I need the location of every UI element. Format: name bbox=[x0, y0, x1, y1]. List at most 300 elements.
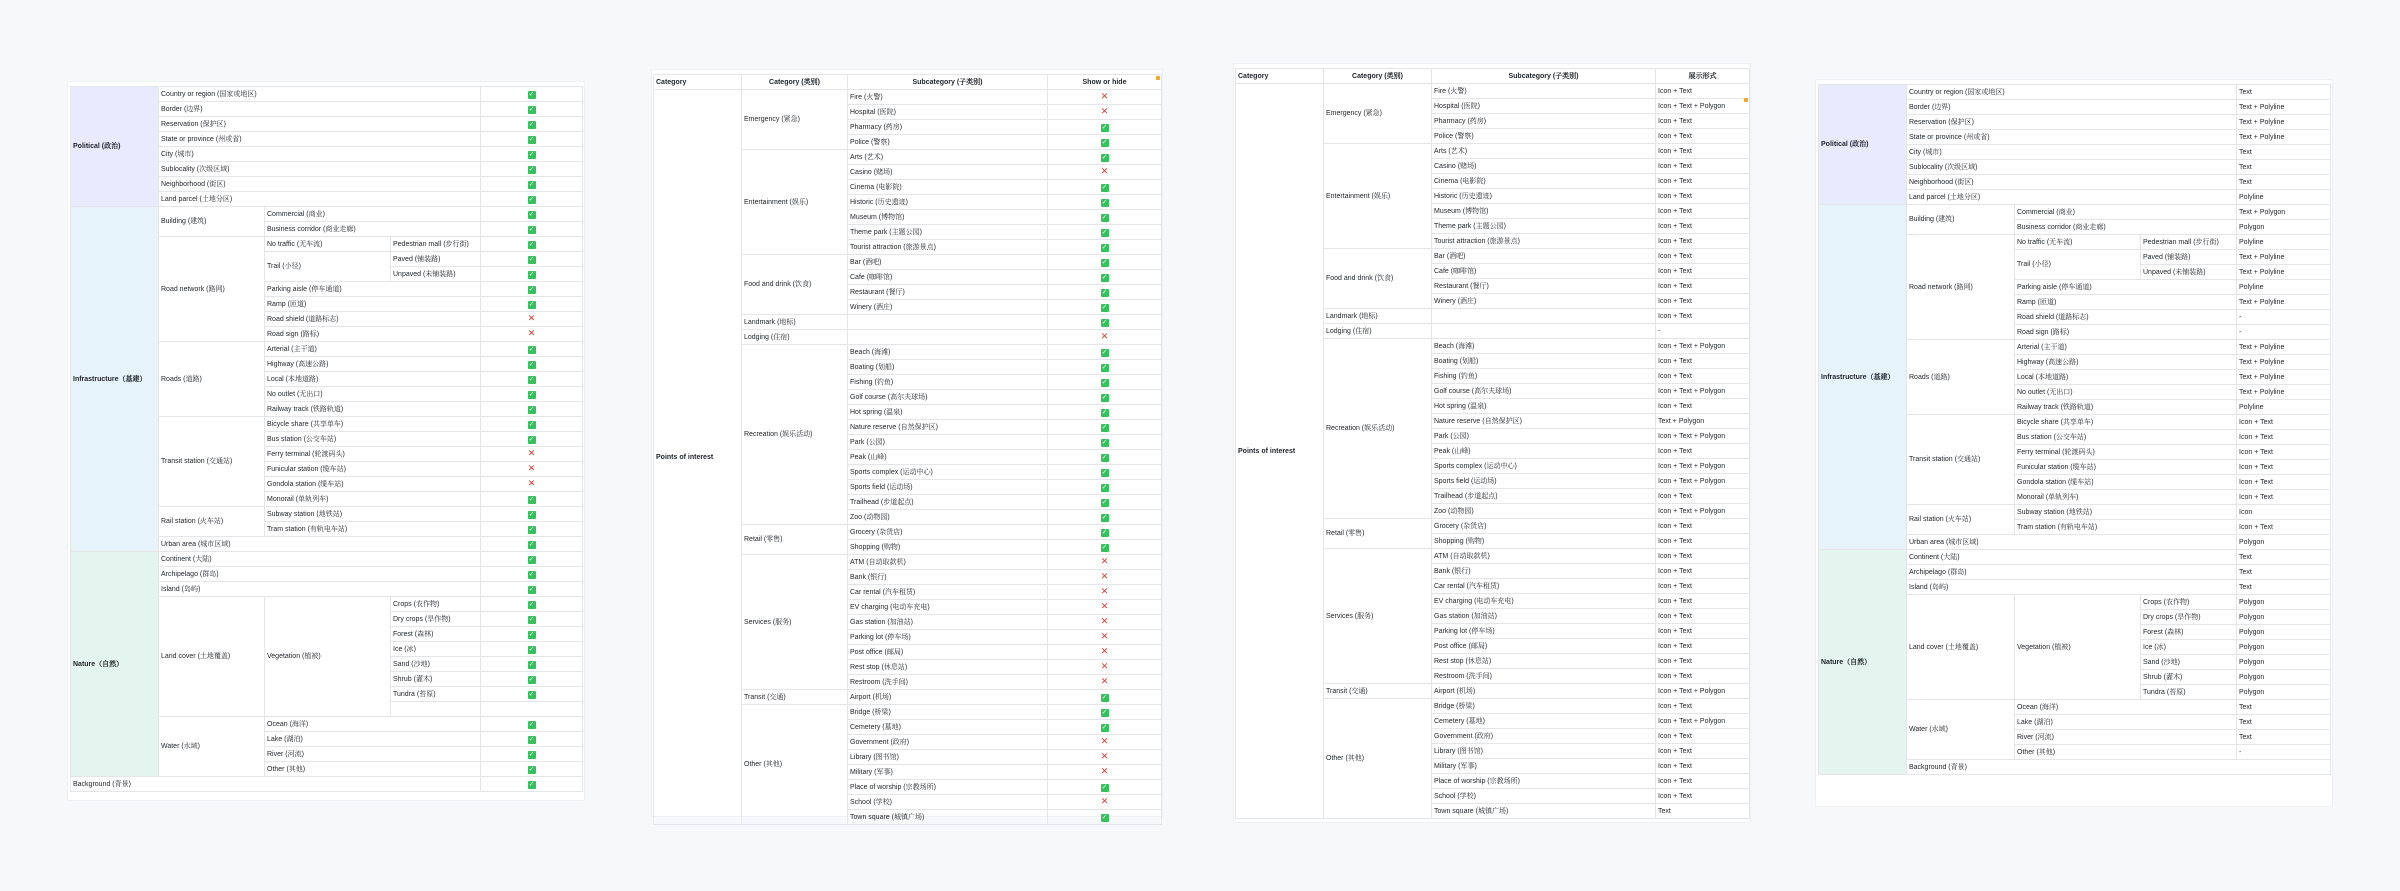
check-mark-icon: ✓ bbox=[528, 210, 535, 218]
check-mark-icon: ✓ bbox=[528, 780, 535, 788]
group-cell bbox=[1324, 339, 1432, 519]
check-mark-icon: ✓ bbox=[528, 645, 535, 653]
cell-text: Unpaved (未铺装路) bbox=[393, 270, 456, 278]
cell-text: Text bbox=[2239, 733, 2252, 741]
group-cell bbox=[1324, 519, 1432, 549]
check-mark-icon: ✓ bbox=[528, 270, 535, 278]
table-cell bbox=[391, 702, 481, 717]
table-cell bbox=[71, 777, 481, 792]
table-cell bbox=[2015, 235, 2141, 250]
table-cell bbox=[71, 552, 159, 777]
subcategory-cell bbox=[1432, 324, 1656, 339]
value-cell bbox=[1656, 384, 1750, 399]
value-cell bbox=[1656, 189, 1750, 204]
check-mark-icon: ✓ bbox=[528, 585, 535, 593]
cell-text: Road network (路网) bbox=[161, 285, 225, 293]
subcategory-cell bbox=[1432, 249, 1656, 264]
table-cell bbox=[159, 507, 265, 537]
check-mark-icon: ✓ bbox=[528, 225, 535, 233]
table-cell bbox=[2015, 460, 2237, 475]
value-cell bbox=[1656, 804, 1750, 819]
cell-text: Casino (赌场) bbox=[1434, 162, 1477, 170]
cell-text: Neighborhood (街区) bbox=[161, 180, 226, 188]
value-cell bbox=[1048, 195, 1162, 210]
cell-text: No outlet (无出口) bbox=[2017, 388, 2073, 396]
value-cell bbox=[1048, 540, 1162, 555]
cell-text: Icon + Text bbox=[1658, 657, 1692, 665]
cell-text: Icon + Text bbox=[1658, 357, 1692, 365]
subcategory-cell bbox=[848, 135, 1048, 150]
value-cell bbox=[1656, 219, 1750, 234]
table-cell bbox=[481, 642, 583, 657]
cell-text: Commercial (商业) bbox=[267, 210, 325, 218]
cell-text: Icon + Text + Polygon bbox=[1658, 387, 1726, 395]
cell-text: Historic (历史遗迹) bbox=[850, 198, 908, 206]
cross-mark-icon: ✕ bbox=[1100, 735, 1109, 746]
value-cell bbox=[1048, 810, 1162, 825]
value-cell bbox=[1656, 99, 1750, 114]
cell-text: Monorail (单轨列车) bbox=[267, 495, 329, 503]
cell-text: Cemetery (墓地) bbox=[1434, 717, 1485, 725]
value-cell bbox=[1048, 315, 1162, 330]
cell-text: Ramp (匝道) bbox=[267, 300, 307, 308]
table-cell bbox=[2141, 640, 2237, 655]
cell-text: Trailhead (步道起点) bbox=[850, 498, 914, 506]
table-cell bbox=[2141, 250, 2237, 265]
value-cell bbox=[1656, 339, 1750, 354]
check-mark-icon: ✓ bbox=[528, 240, 535, 248]
cross-mark-icon: ✕ bbox=[1100, 330, 1109, 341]
cell-text: Country or region (国家或地区) bbox=[1909, 88, 2005, 96]
cell-text: Police (警察) bbox=[850, 138, 890, 146]
cell-text: Icon + Text bbox=[1658, 147, 1692, 155]
cell-text: Forest (森林) bbox=[2143, 628, 2184, 636]
cell-text: Funicular station (缆车站) bbox=[2017, 463, 2096, 471]
cross-mark-icon: ✕ bbox=[1100, 585, 1109, 596]
table-cell bbox=[265, 387, 481, 402]
cell-text: Icon + Text bbox=[1658, 222, 1692, 230]
value-cell bbox=[1048, 135, 1162, 150]
cross-mark-icon: ✕ bbox=[1100, 90, 1109, 101]
cell-text: Icon + Text bbox=[1658, 777, 1692, 785]
subcategory-cell bbox=[848, 675, 1048, 690]
subcategory-cell bbox=[848, 510, 1048, 525]
table-cell bbox=[391, 672, 481, 687]
check-mark-icon: ✓ bbox=[528, 525, 535, 533]
table-cell bbox=[2237, 730, 2331, 745]
table-cell bbox=[1819, 205, 1907, 550]
cell-text: Gas station (加油站) bbox=[850, 618, 914, 626]
value-cell bbox=[1048, 765, 1162, 780]
cell-text: Sports field (运动场) bbox=[850, 483, 913, 491]
value-cell bbox=[1656, 129, 1750, 144]
cell-text: Boating (划船) bbox=[1434, 357, 1479, 365]
subcategory-cell bbox=[848, 375, 1048, 390]
cell-text: Food and drink (饮食) bbox=[1326, 275, 1394, 282]
cell-text: Bicycle share (共享单车) bbox=[2017, 418, 2094, 426]
table-cell bbox=[2015, 370, 2237, 385]
cross-mark-icon: ✕ bbox=[1100, 630, 1109, 641]
table-row bbox=[71, 207, 583, 222]
cell-text: Roads (道路) bbox=[1909, 373, 1950, 381]
table-cell bbox=[265, 492, 481, 507]
cell-text: Golf course (高尔夫球场) bbox=[1434, 387, 1512, 395]
check-mark-icon: ✓ bbox=[528, 180, 535, 188]
value-cell bbox=[1656, 324, 1750, 339]
cell-text: Dry crops (旱作物) bbox=[393, 615, 451, 623]
cell-text: Icon + Text bbox=[1658, 732, 1692, 740]
table-cell bbox=[159, 207, 265, 237]
table-cell bbox=[2237, 400, 2331, 415]
value-cell bbox=[1048, 510, 1162, 525]
subcategory-cell bbox=[1432, 204, 1656, 219]
cell-marker-icon bbox=[1744, 98, 1748, 102]
subcategory-cell bbox=[1432, 414, 1656, 429]
value-cell bbox=[1656, 774, 1750, 789]
check-mark-icon: ✓ bbox=[1101, 348, 1108, 356]
cross-mark-icon: ✕ bbox=[527, 447, 536, 458]
cell-text: Polygon bbox=[2239, 643, 2265, 651]
table-cell bbox=[2141, 670, 2237, 685]
table-cell bbox=[1819, 550, 1907, 775]
subcategory-cell bbox=[848, 225, 1048, 240]
cell-text: Police (警察) bbox=[1434, 132, 1474, 140]
value-cell bbox=[1656, 759, 1750, 774]
table-cell bbox=[391, 252, 481, 267]
table-cell bbox=[265, 342, 481, 357]
value-cell bbox=[1048, 240, 1162, 255]
cell-text: Infrastructure（基建） bbox=[73, 375, 147, 383]
table-cell bbox=[265, 357, 481, 372]
check-mark-icon: ✓ bbox=[1101, 288, 1108, 296]
feature-visibility-table bbox=[70, 86, 583, 792]
check-mark-icon: ✓ bbox=[528, 360, 535, 368]
cell-text: City (城市) bbox=[161, 150, 194, 158]
cell-text: Ice (冰) bbox=[2143, 643, 2166, 651]
table-cell bbox=[391, 612, 481, 627]
cell-text: Text + Polyline bbox=[2239, 103, 2285, 111]
cell-text: Beach (海滩) bbox=[1434, 342, 1475, 350]
table-cell bbox=[2237, 505, 2331, 520]
cell-text: Museum (博物馆) bbox=[850, 213, 905, 221]
table-cell bbox=[481, 732, 583, 747]
table-cell bbox=[481, 552, 583, 567]
table-cell bbox=[2237, 415, 2331, 430]
table-cell bbox=[481, 507, 583, 522]
table-cell bbox=[2237, 535, 2331, 550]
table-cell bbox=[481, 267, 583, 282]
cell-text: Subway station (地铁站) bbox=[2017, 508, 2093, 516]
value-cell bbox=[1656, 414, 1750, 429]
cell-text: Peak (山峰) bbox=[850, 453, 887, 461]
table-cell bbox=[2237, 295, 2331, 310]
table-cell bbox=[2237, 670, 2331, 685]
cell-text: Arts (艺术) bbox=[850, 153, 884, 161]
cell-text: Land cover (土地覆盖) bbox=[161, 653, 231, 660]
cell-text: Zoo (动物园) bbox=[1434, 507, 1474, 515]
cross-mark-icon: ✕ bbox=[1100, 615, 1109, 626]
table-cell bbox=[1907, 115, 2237, 130]
table-cell bbox=[2237, 115, 2331, 130]
cell-text: - bbox=[2239, 748, 2242, 756]
table-cell bbox=[159, 87, 481, 102]
table-cell bbox=[1907, 175, 2237, 190]
table-cell bbox=[481, 462, 583, 477]
subcategory-cell bbox=[848, 495, 1048, 510]
cell-text: Icon + Text bbox=[1658, 87, 1692, 95]
check-mark-icon: ✓ bbox=[528, 405, 535, 413]
cell-text: Sand (沙地) bbox=[393, 660, 430, 668]
cross-mark-icon: ✕ bbox=[1100, 660, 1109, 671]
cell-text: Post office (邮局) bbox=[850, 648, 904, 656]
check-mark-icon: ✓ bbox=[1101, 438, 1108, 446]
table-cell bbox=[391, 642, 481, 657]
cell-text: Highway (高速公路) bbox=[2017, 358, 2079, 366]
cell-text: Icon + Text + Polygon bbox=[1658, 342, 1726, 350]
value-cell bbox=[1656, 459, 1750, 474]
table-cell bbox=[2237, 565, 2331, 580]
value-cell bbox=[1048, 690, 1162, 705]
check-mark-icon: ✓ bbox=[528, 735, 535, 743]
poi-visibility-table bbox=[653, 74, 1162, 825]
cell-text: Text bbox=[2239, 703, 2252, 711]
table-cell bbox=[481, 597, 583, 612]
subcategory-cell bbox=[848, 450, 1048, 465]
table-cell bbox=[481, 132, 583, 147]
group-cell bbox=[742, 330, 848, 345]
table-cell bbox=[2237, 355, 2331, 370]
cross-mark-icon: ✕ bbox=[527, 312, 536, 323]
cell-text: Subway station (地铁站) bbox=[267, 510, 343, 518]
table-cell bbox=[391, 687, 481, 702]
subcategory-cell bbox=[1432, 549, 1656, 564]
cell-marker-icon bbox=[1156, 76, 1160, 80]
check-mark-icon: ✓ bbox=[1101, 153, 1108, 161]
cell-text: Roads (道路) bbox=[161, 375, 202, 383]
cell-text: Icon + Text + Polygon bbox=[1658, 477, 1726, 485]
table-cell bbox=[2237, 250, 2331, 265]
table-cell bbox=[391, 267, 481, 282]
subcategory-cell bbox=[1432, 444, 1656, 459]
table-cell bbox=[481, 297, 583, 312]
table-cell bbox=[481, 357, 583, 372]
cell-text: Hospital (医院) bbox=[1434, 102, 1480, 110]
cell-text: Peak (山峰) bbox=[1434, 447, 1471, 455]
cell-text: Icon + Text bbox=[2239, 493, 2273, 501]
check-mark-icon: ✓ bbox=[528, 675, 535, 683]
value-cell bbox=[1048, 405, 1162, 420]
cell-text: Crops (农作物) bbox=[393, 600, 440, 608]
table-cell bbox=[2237, 715, 2331, 730]
subcategory-cell bbox=[848, 780, 1048, 795]
table-cell bbox=[159, 342, 265, 417]
group-cell bbox=[742, 90, 848, 150]
subcategory-cell bbox=[848, 90, 1048, 105]
subcategory-cell bbox=[848, 735, 1048, 750]
table-cell bbox=[1907, 85, 2237, 100]
subcategory-cell bbox=[1432, 534, 1656, 549]
value-cell bbox=[1048, 555, 1162, 570]
cell-text: Car rental (汽车租赁) bbox=[850, 588, 916, 596]
cell-text: Landmark (地标) bbox=[1326, 312, 1378, 320]
subcategory-cell bbox=[1432, 504, 1656, 519]
table-cell bbox=[265, 372, 481, 387]
cell-text: Road shield (道路标志) bbox=[2017, 313, 2089, 321]
cell-text: Icon + Text bbox=[1658, 192, 1692, 200]
cell-text: Transit (交通) bbox=[744, 693, 786, 701]
cell-text: Category (类别) bbox=[769, 78, 820, 86]
cell-text: Icon + Text + Polygon bbox=[1658, 432, 1726, 440]
cell-text: Icon + Text bbox=[2239, 523, 2273, 531]
table-cell bbox=[2015, 220, 2237, 235]
subcategory-cell bbox=[1432, 699, 1656, 714]
sheet-4-features-display bbox=[1816, 80, 2332, 806]
cell-text: Park (公园) bbox=[850, 438, 885, 446]
cross-mark-icon: ✕ bbox=[527, 477, 536, 488]
feature-display-table bbox=[1818, 84, 2331, 775]
cell-text: Sublocality (次级区域) bbox=[161, 165, 230, 173]
table-cell bbox=[2015, 415, 2237, 430]
cell-text: Text + Polyline bbox=[2239, 388, 2285, 396]
table-cell bbox=[1907, 340, 2015, 415]
cell-text: - bbox=[1658, 327, 1661, 335]
cell-text: Shopping (购物) bbox=[850, 543, 901, 551]
cell-text: Bus station (公交车站) bbox=[2017, 433, 2087, 441]
check-mark-icon: ✓ bbox=[528, 195, 535, 203]
table-cell bbox=[481, 162, 583, 177]
subcategory-cell bbox=[848, 180, 1048, 195]
cell-text: Icon + Text bbox=[2239, 448, 2273, 456]
cell-text: Arts (艺术) bbox=[1434, 147, 1468, 155]
table-cell bbox=[481, 192, 583, 207]
cell-text: Icon + Text bbox=[1658, 117, 1692, 125]
value-cell bbox=[1048, 390, 1162, 405]
cell-text: Polygon bbox=[2239, 658, 2265, 666]
cell-text: Polygon bbox=[2239, 688, 2265, 696]
table-cell bbox=[2237, 445, 2331, 460]
cell-text: Icon + Text bbox=[1658, 132, 1692, 140]
cell-text: Paved (铺装路) bbox=[393, 255, 441, 263]
cell-text: Trail (小径) bbox=[2017, 261, 2051, 268]
subcategory-cell bbox=[848, 360, 1048, 375]
cell-text: Hot spring (温泉) bbox=[850, 408, 903, 416]
group-cell bbox=[742, 345, 848, 525]
subcategory-cell bbox=[1432, 174, 1656, 189]
table-cell bbox=[2015, 475, 2237, 490]
table-cell bbox=[2015, 505, 2237, 520]
cell-text: Restaurant (餐厅) bbox=[850, 288, 905, 296]
cell-text: Land parcel (土地分区) bbox=[1909, 193, 1981, 201]
cell-text: Subcategory (子类别) bbox=[1508, 72, 1579, 80]
table-cell bbox=[391, 657, 481, 672]
check-mark-icon: ✓ bbox=[528, 120, 535, 128]
cell-text: Car rental (汽车租赁) bbox=[1434, 582, 1500, 590]
column-header bbox=[654, 75, 742, 90]
table-cell bbox=[2015, 595, 2141, 700]
cell-text: Shrub (灌木) bbox=[2143, 673, 2183, 681]
subcategory-cell bbox=[848, 300, 1048, 315]
cell-text: Polygon bbox=[2239, 223, 2265, 231]
table-cell bbox=[265, 747, 481, 762]
table-cell bbox=[265, 402, 481, 417]
cell-text: Icon + Text bbox=[2239, 463, 2273, 471]
table-cell bbox=[265, 477, 481, 492]
cell-text: Food and drink (饮食) bbox=[744, 281, 812, 288]
table-cell bbox=[2015, 340, 2237, 355]
cell-text: Shopping (购物) bbox=[1434, 537, 1485, 545]
cross-mark-icon: ✕ bbox=[527, 327, 536, 338]
table-cell bbox=[481, 327, 583, 342]
cell-text: Beach (海滩) bbox=[850, 348, 891, 356]
cell-text: Cinema (电影院) bbox=[850, 183, 902, 191]
cell-text: Funicular station (缆车站) bbox=[267, 465, 346, 473]
cell-text: Tundra (苔原) bbox=[2143, 688, 2186, 696]
table-cell bbox=[2141, 655, 2237, 670]
subcategory-cell bbox=[848, 270, 1048, 285]
table-cell bbox=[159, 552, 481, 567]
cell-text: Polyline bbox=[2239, 283, 2264, 291]
subcategory-cell bbox=[1432, 804, 1656, 819]
cell-text: Pedestrian mall (步行街) bbox=[393, 240, 469, 248]
cell-text: Polygon bbox=[2239, 613, 2265, 621]
cell-text: Continent (大陆) bbox=[1909, 553, 1960, 561]
value-cell bbox=[1656, 279, 1750, 294]
table-cell bbox=[159, 237, 265, 342]
subcategory-cell bbox=[1432, 579, 1656, 594]
subcategory-cell bbox=[1432, 594, 1656, 609]
subcategory-cell bbox=[1432, 219, 1656, 234]
cell-text: Retail (零售) bbox=[744, 536, 783, 543]
value-cell bbox=[1656, 579, 1750, 594]
cell-text: Lodging (住宿) bbox=[1326, 327, 1372, 335]
cell-text: Icon + Text bbox=[1658, 207, 1692, 215]
cell-text: Local (本地道路) bbox=[2017, 373, 2069, 381]
subcategory-cell bbox=[1432, 234, 1656, 249]
cell-text: Icon + Text bbox=[1658, 267, 1692, 275]
cell-text: Text bbox=[2239, 163, 2252, 171]
table-cell bbox=[2237, 640, 2331, 655]
cell-text: Cafe (咖啡馆) bbox=[850, 273, 893, 281]
table-cell bbox=[2015, 715, 2237, 730]
check-mark-icon: ✓ bbox=[528, 570, 535, 578]
table-cell bbox=[2015, 430, 2237, 445]
table-cell bbox=[265, 297, 481, 312]
value-cell bbox=[1656, 264, 1750, 279]
subcategory-cell bbox=[1432, 669, 1656, 684]
table-cell bbox=[2237, 580, 2331, 595]
value-cell bbox=[1656, 159, 1750, 174]
cell-text: Political (政治) bbox=[1821, 141, 1869, 148]
table-cell bbox=[265, 432, 481, 447]
cell-text: Cemetery (墓地) bbox=[850, 723, 901, 731]
cell-text: Other (其他) bbox=[267, 765, 306, 773]
cell-text: Winery (酒庄) bbox=[850, 303, 893, 311]
table-cell bbox=[481, 657, 583, 672]
table-cell bbox=[481, 627, 583, 642]
cell-text: Text bbox=[2239, 148, 2252, 156]
subcategory-cell bbox=[848, 435, 1048, 450]
table-cell bbox=[159, 537, 481, 552]
table-row bbox=[654, 90, 1162, 105]
cell-text: Icon + Text bbox=[1658, 792, 1692, 800]
cell-text: Island (岛屿) bbox=[161, 585, 201, 593]
table-cell bbox=[159, 162, 481, 177]
cell-text: Entertainment (娱乐) bbox=[1326, 192, 1391, 200]
table-cell bbox=[2237, 595, 2331, 610]
table-cell bbox=[1907, 505, 2015, 535]
group-cell bbox=[1324, 84, 1432, 144]
cell-text: Subcategory (子类别) bbox=[912, 78, 983, 86]
